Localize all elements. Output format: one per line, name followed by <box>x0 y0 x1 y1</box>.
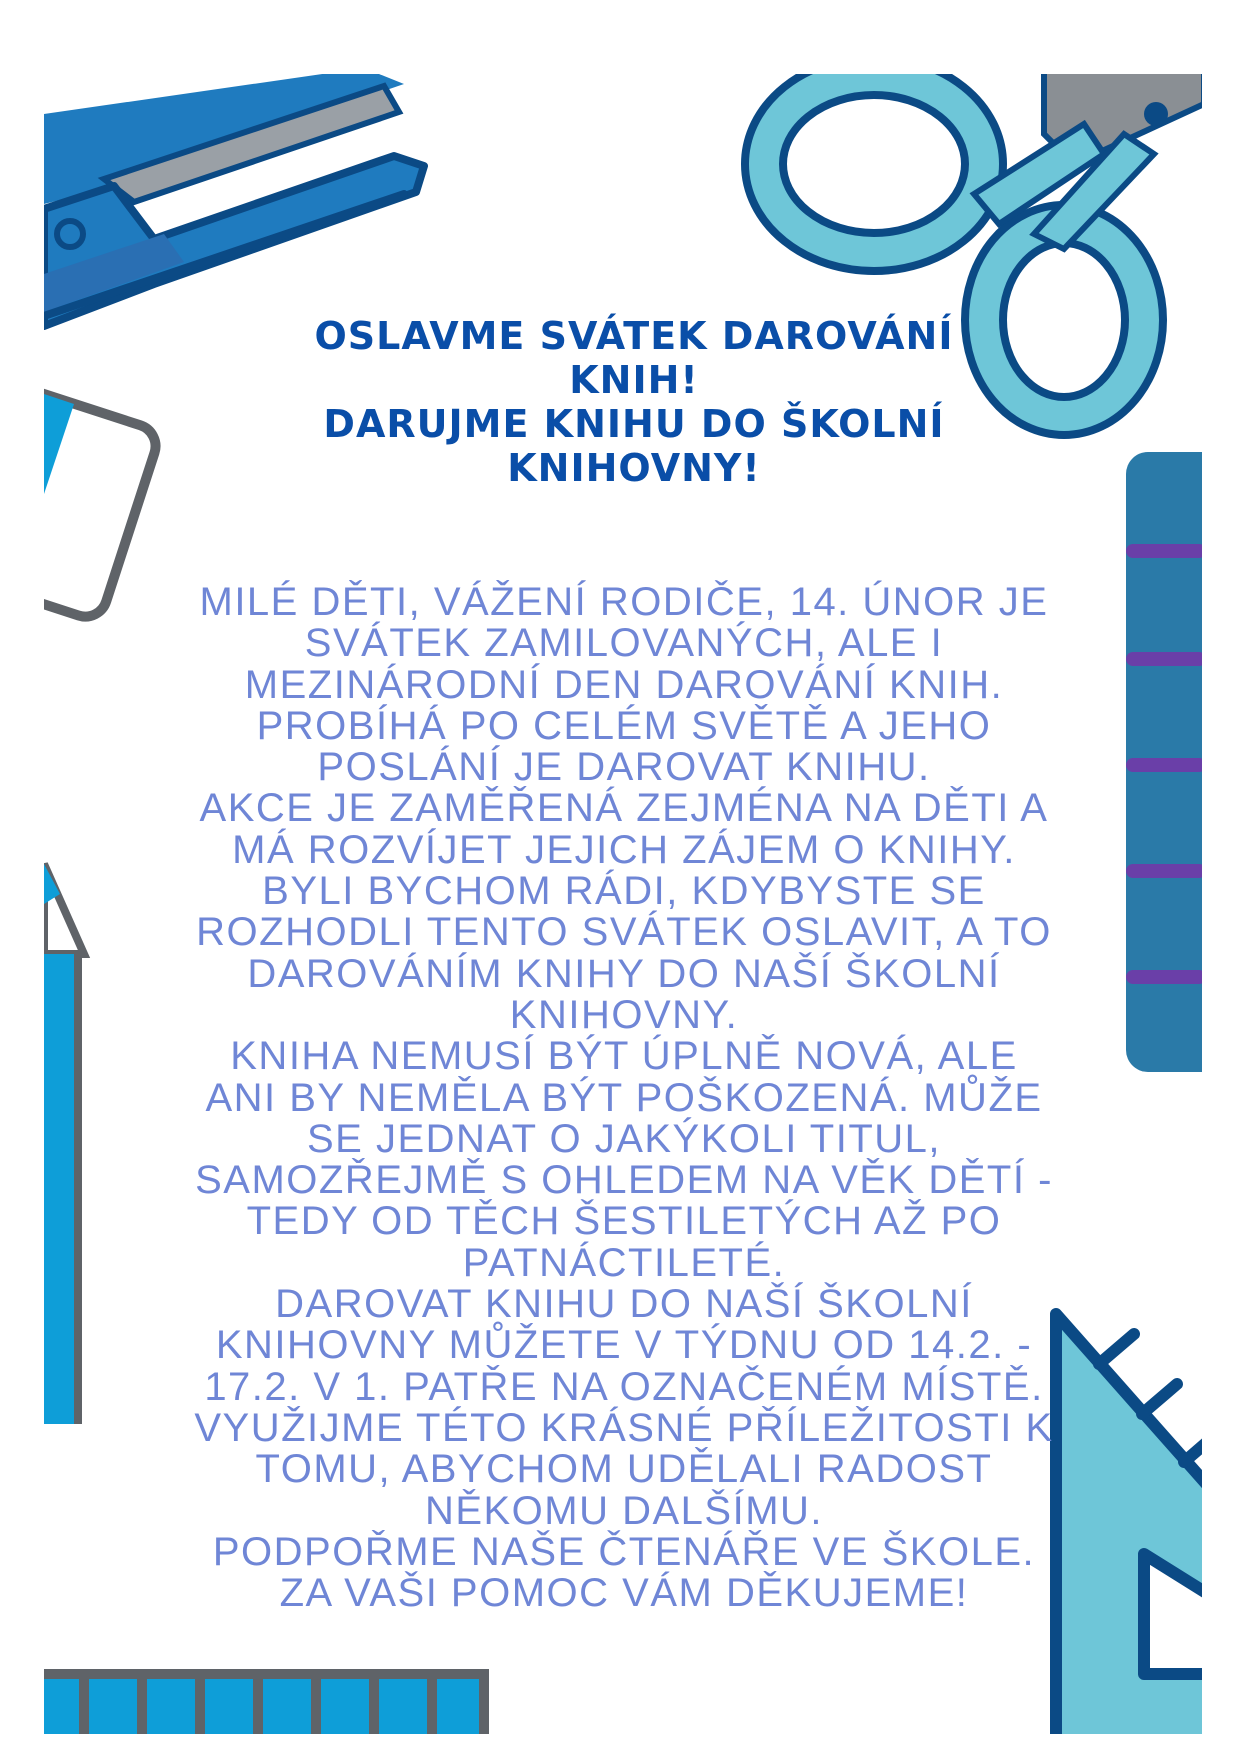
body-line: DAROVAT KNIHU DO NAŠÍ ŠKOLNÍ <box>275 1282 973 1327</box>
pencil-icon <box>44 864 84 1424</box>
stapler-icon <box>44 74 424 326</box>
body-line: KNIHOVNY. <box>509 992 739 1037</box>
body-line: POSLÁNÍ JE DAROVAT KNIHU. <box>317 745 931 790</box>
ruler-icon <box>44 1674 484 1734</box>
body-line: TEDY OD TĚCH ŠESTILETÝCH AŽ PO <box>246 1199 1002 1244</box>
title-line: DARUJME KNIHU DO ŠKOLNÍ <box>323 402 945 446</box>
body-line: KNIHA NEMUSÍ BÝT ÚPLNĚ NOVÁ, ALE <box>230 1034 1018 1079</box>
body-line: ROZHODLI TENTO SVÁTEK OSLAVIT, A TO <box>196 910 1052 955</box>
poster-title <box>244 314 1024 490</box>
poster-body <box>124 582 1124 1614</box>
body-line: SE JEDNAT O JAKÝKOLI TITUL, <box>307 1116 941 1161</box>
body-line: MILÉ DĚTI, VÁŽENÍ RODIČE, 14. ÚNOR JE <box>199 580 1049 624</box>
book-icon <box>1126 452 1202 1072</box>
body-line: PATNÁCTILETÉ. <box>462 1240 786 1285</box>
body-line: MEZINÁRODNÍ DEN DAROVÁNÍ KNIH. <box>244 662 1004 707</box>
body-line: BYLI BYCHOM RÁDI, KDYBYSTE SE <box>262 869 986 914</box>
body-line: PODPOŘME NAŠE ČTENÁŘE VE ŠKOLE. <box>212 1529 1036 1574</box>
body-line: 17.2. V 1. PATŘE NA OZNAČENÉM MÍSTĚ. <box>204 1364 1044 1409</box>
title-line: OSLAVME SVÁTEK DAROVÁNÍ <box>314 314 954 358</box>
body-line: AKCE JE ZAMĚŘENÁ ZEJMÉNA NA DĚTI A <box>199 786 1049 831</box>
poster <box>44 74 1202 1734</box>
title-line: KNIHOVNY! <box>507 446 761 490</box>
title-line: KNIH! <box>569 358 699 402</box>
body-line: SVÁTEK ZAMILOVANÝCH, ALE I <box>304 621 944 666</box>
body-line: SAMOZŘEJMĚ S OHLEDEM NA VĚK DĚTÍ - <box>195 1158 1053 1203</box>
body-line: VYUŽIJME TÉTO KRÁSNÉ PŘÍLEŽITOSTI K <box>194 1405 1054 1450</box>
body-line: TOMU, ABYCHOM UDĚLALI RADOST <box>255 1447 993 1492</box>
body-line: MÁ ROZVÍJET JEJICH ZÁJEM O KNIHY. <box>232 827 1016 872</box>
body-line: KNIHOVNY MŮŽETE V TÝDNU OD 14.2. - <box>215 1323 1033 1368</box>
body-line: NĚKOMU DALŠÍMU. <box>424 1488 824 1533</box>
body-line: ANI BY NEMĚLA BÝT POŠKOZENÁ. MŮŽE <box>205 1075 1043 1120</box>
body-line: DAROVÁNÍM KNIHY DO NAŠÍ ŠKOLNÍ <box>247 951 1001 996</box>
body-line: PROBÍHÁ PO CELÉM SVĚTĚ A JEHO <box>256 703 992 748</box>
body-line: ZA VAŠI POMOC VÁM DĚKUJEME! <box>279 1571 969 1616</box>
